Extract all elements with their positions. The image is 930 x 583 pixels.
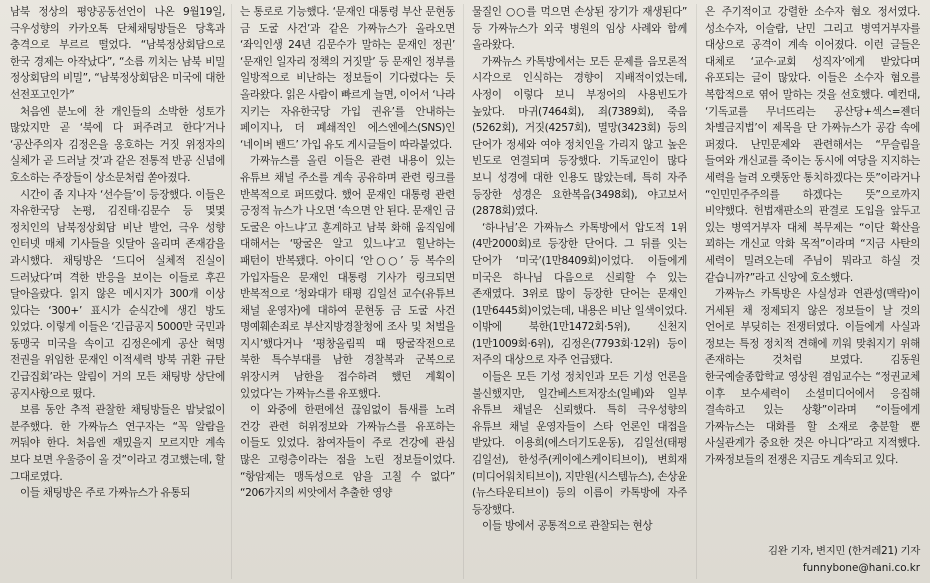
paragraph: 물질인 ○○를 먹으면 손상된 장기가 재생된다” 등 가짜뉴스가 외국 병원의 임상 사례와 함께 올라왔다. (472, 6, 687, 52)
article-column-3 (472, 4, 687, 579)
paragraph: 시간이 좀 지나자 ‘선수들’이 등장했다. 이들은 자유한국당 논평, 김진태·김문수 등 몇몇 정치인의 남북정상회담 비난 발언, 극우 성향 인터넷 매체 기사들을 잇달아 올리며 존재감을 과시했다. 채팅방은 ‘드디어 실체적 진실이 드러났다’며 격한 반응을 보이는 이들로 후끈 달아올랐다. 읽지 않은 메시지가 300개 이상 있다는 ‘300+’ 표시가 순식간에 생긴 방도 있었다. 이렇게 이들은 ‘긴급공지 5000만 국민과 동맹국 미국을 속이고 김정은에게 공산 혁명 전권을 위임한 문재인 이적세력 방북 귀환 규탄 긴급집회’라는 알림이 거의 모든 채팅방 상단에 공지사항으로 떴다. (10, 188, 225, 400)
byline: 김완 기자, 변지민 (한겨레21) 기자 (768, 545, 920, 557)
column-divider (231, 4, 232, 579)
article-column-4 (705, 4, 920, 544)
paragraph: 은 주기적이고 강렬한 소수자 혐오 정서였다. 성소수자, 이슬람, 난민 그리고 병역거부자를 대상으로 공격이 계속 이어졌다. 이런 글들은 대체로 ‘교수·교회 성직자’에게 받았다며 유포되는 글이 많았다. 이들은 소수자 혐오를 복합적으로 엮어 말하는 것을 선호했다. 예컨대, ‘기독교를 무너뜨리는 공산당+섹스=젠더 차별금지법’이 제목을 단 가짜뉴스가 공감 속에 퍼졌다. 난민문제와 관련해서는 “무슬림을 들여와 개신교를 죽이는 동시에 여당을 지지하는 세력을 늘려 오랫동안 통치하겠다는 뜻”이라거나 “인민민주주의를 하겠다는 뜻”으로까지 비약했다. 헌법재판소의 판결로 도입을 앞두고 있는 병역거부자 대체 복무제는 “이단 확산을 꾀하는 개신교 악화 목적”이라며 “지금 사탄의 세력이 밀려오는데 주님이 뭐라고 하실 것 같습니까?”라고 신앙에 호소했다. (705, 6, 920, 284)
article-column-1 (10, 4, 225, 579)
paragraph: 이들 채팅방은 주로 가짜뉴스가 유통되 (20, 487, 191, 500)
paragraph: 보름 동안 추적 관찰한 채팅방들은 밤낮없이 분주했다. 한 가짜뉴스 연구자는 “꼭 알람을 꺼둬야 한다. 처음엔 재밌을지 모르지만 계속 보다 보면 우울증이 올 것”이라고 경고했는데, 할 그대로였다. (10, 404, 225, 483)
paragraph: 가짜뉴스 카톡방에서는 모든 문제를 음모론적 시각으로 인식하는 경향이 지배적이었는데, 사정이 이렇다 보니 부정어의 사용빈도가 높았다. 마귀(7464회), 죄(7389회), 죽음(5262회), 거짓(4257회), 멸망(3423회) 등의 단어가 정세와 여야 정치인을 가리지 않고 높은 빈도로 연결되며 등장했다. 기독교인이 많다 보니 성경에 대한 인용도 많았는데, 특히 자주 등장한 성경은 요한복음(3498회), 야고보서(2878회)였다. (472, 55, 687, 218)
paragraph: 가짜뉴스 카톡방은 사실성과 연관성(맥락)이 거세된 채 정제되지 않은 정보들이 날 것의 언어로 부딪히는 전쟁터였다. 이들에게 사실과 정보는 특정 정치적 견해에 끼워 맞춰지기 위해 존재하는 것처럼 보였다. 김동원 한국예술종합학교 영상원 겸임교수는 “정권교체 이후 보수세력이 소셜미디어에서 응집해 결속하고 있는 상황”이라며 “이들에게 가짜뉴스는 대화를 할 소재로 충분할 뿐 사실관계가 중요한 것은 아니다”라고 지적했다. 가짜정보들의 전쟁은 지금도 계속되고 있다. (705, 288, 920, 467)
paragraph: 처음엔 분노에 찬 개인들의 소박한 성토가 많았지만 곧 ‘북에 다 퍼주려고 한다’거나 ‘공산주의자 김정은을 옹호하는 거짓 위정자의 실체가 곧 드러날 것’과 같은 전통적 반공 신념에 호소하는 주장들이 상소문처럼 쏟아졌다. (10, 105, 225, 184)
column-divider (696, 4, 697, 579)
author-email: funnybone@hani.co.kr (802, 562, 920, 574)
paragraph: 가짜뉴스를 올린 이들은 관련 내용이 있는 유튜브 채널 주소를 계속 공유하며 관련 링크를 반복적으로 퍼뜨렸다. 했어 문재인 대통령 관련 긍정적 뉴스가 나오면 ‘속으면 안 된다. 문재인 금 도굴은 아느냐’고 훈계하고 남북 화해 움직임에 대해서는 ‘땅굴은 알고 있느냐’고 힐난하는 패턴이 반복됐다. 아이디 ‘안○○’ 등 복수의 가입자들은 문재인 대통령 기사가 링크되면 반복적으로 ‘청와대가 태평 김일선 교수(유튜브 채널 운영자)에 대하여 문현동 금 도굴 사건 명예훼손죄로 부산지방경찰청에 조사 및 처벌을 지시’했다거나 ‘평창올림픽 때 땅굴작전으로 북한 특수부대를 남한 경찰복과 군복으로 위장시켜 남한을 접수하려 했던 계획이 있었다’는 가짜뉴스를 유포했다. (240, 155, 455, 400)
paragraph: 는 통로로 기능했다. ‘문재인 대통령 부산 문현동 금 도굴 사건’과 같은 가짜뉴스가 올라오면 ‘좌익인생 24년 김문수가 말하는 문재인 정권’ ‘문재인 일자리 정책의 거짓말’ 등 문재인 정부를 일방적으로 비난하는 정보들이 기다렸다는 듯 올라왔다. 읽은 사람이 빠르게 늘면, 이어서 ‘나라 지키는 자유한국당 가입 권유’를 안내하는 페이지나, 더 폐쇄적인 에스엔에스(SNS)인 ‘네이버 밴드’ 가입 유도 게시글들이 따라붙었다. (240, 6, 455, 151)
paragraph: 이들은 모든 기성 정치인과 모든 기성 언론을 불신했지만, 일간베스트저장소(일베)와 일부 유튜브 채널은 신뢰했다. 특히 극우성향의 유튜브 채널 운영자들이 스타 언론인 대접을 받았다. 이용희(에스더기도운동), 김일선(태평 김일선), 한성주(케이에스케이티브이), 변희재(미디어워치티브이), 지만원(시스템뉴스), 손상윤(뉴스타운티브이) 등의 이름이 카톡방에 자주 등장했다. (472, 371, 687, 516)
paragraph: ‘하나님’은 가짜뉴스 카톡방에서 압도적 1위(4만2000회)로 등장한 단어다. 그 뒤를 잇는 단어가 ‘미국’(1만8409회)이었다. 이들에게 미국은 하나님 다음으로 신뢰할 수 있는 존재였다. 3위로 많이 등장한 단어는 문재인(1만6445회)이었는데, 내용은 비난 일색이었다. 이밖에 북한(1만1472회·5위), 신천지(1만1009회·6위), 김정은(7793회·12위) 등이 저주의 대상으로 자주 언급됐다. (472, 221, 687, 367)
article-column-2 (240, 4, 455, 579)
paragraph: 이들 방에서 공통적으로 관찰되는 현상 (482, 520, 653, 533)
paragraph: 남북 정상의 평양공동선언이 나온 9월19일, 극우성향의 카카오톡 단체채팅방들은 당혹과 충격으로 부르르 떨었다. “남북정상회담으로 한국 경제는 아작났다”, “소름 끼치는 남북 비밀 정상회담의 비밀”, “남북정상회담은 미국에 대한 선전포고인가” (10, 6, 225, 101)
column-divider (463, 4, 464, 579)
paragraph: 이 와중에 한편에선 끊임없이 틈새를 노려 건강 관련 허위정보와 가짜뉴스를 유포하는 이들도 있었다. 참여자들이 주로 건강에 관심 많은 고령층이라는 점을 노린 정보들이었다. “항암제는 맹독성으로 암을 고칠 수 없다” “206가지의 씨앗에서 추출한 영양 (240, 404, 455, 500)
